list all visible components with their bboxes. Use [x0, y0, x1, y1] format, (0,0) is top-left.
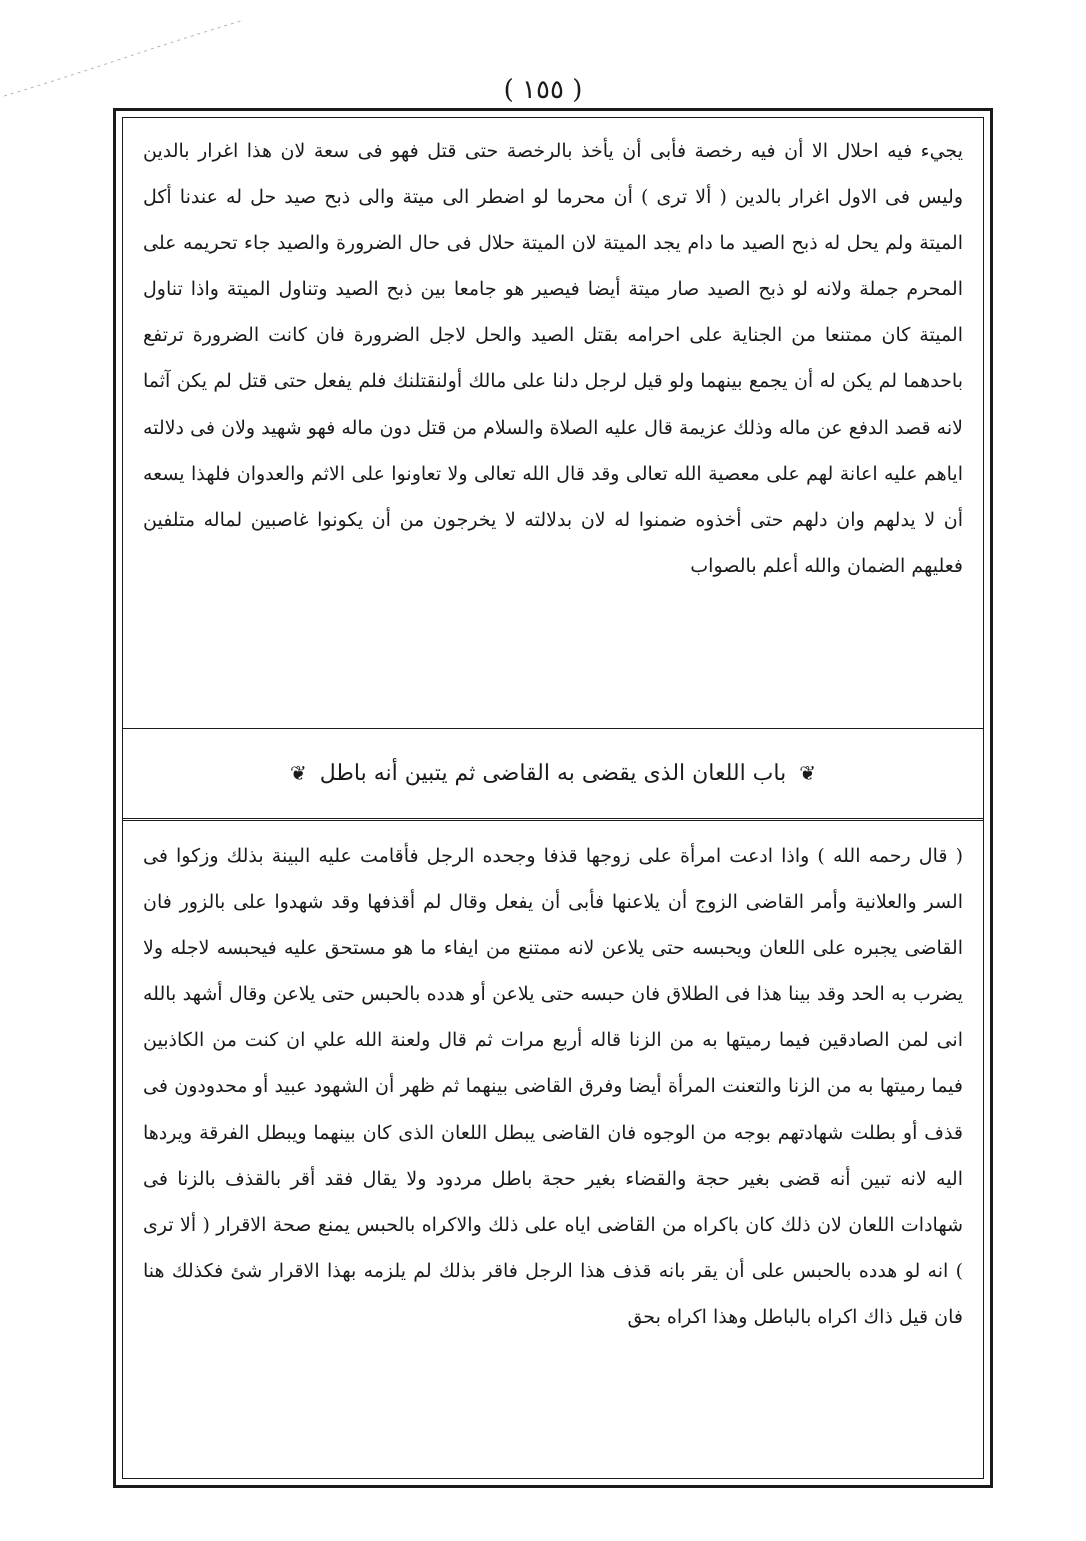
ornament-right-icon: ❦: [799, 761, 816, 785]
bottom-text-section: [143, 833, 963, 1340]
top-text-section: [143, 128, 963, 589]
page-number: ( ١٥٥ ): [503, 75, 583, 105]
bottom-paragraph: ( قال رحمه الله ) واذا ادعت امرأة على زوجها قذفا وجحده الرجل فأقامت عليه البينة بذلك وزكوا فى السر والعلانية وأمر القاضى الزوج أن يلاعنها فأبى أن يفعل وقال لم أقذفها وقد شهدوا على بالزور فان القاضى يجبره على اللعان ويحبسه حتى يلاعن لانه ممتنع من ايفاء ما هو مستحق عليه فيحبسه لاجله ولا يضرب به الحد وقد بينا هذا فى الطلاق فان حبسه حتى يلاعن أو هدده بالحبس حتى يلاعن وقال أشهد بالله انى لمن الصادقين فيما رميتها به من الزنا قاله أربع مرات ثم قال ولعنة الله علي ان كنت من الكاذبين فيما رميتها به من الزنا والتعنت المرأة أيضا وفرق القاضى بينهما ثم ظهر أن الشهود عبيد أو محدودون فى قذف أو بطلت شهادتهم بوجه من الوجوه فان القاضى يبطل اللعان الذى كان بينهما ويبطل الفرقة ويردها اليه لانه تبين أنه قضى بغير حجة والقضاء بغير حجة باطل مردود ولا يقال فقد أقر بالقذف بالزنا فى شهادات اللعان لان ذلك كان باكراه من القاضى اياه على ذلك والاكراه بالحبس يمنع صحة الاقرار ( ألا ترى ) انه لو هدده بالحبس على أن يقر بانه قذف هذا الرجل فاقر بذلك لم يلزمه بهذا الاقرار شئ فكذلك هنا فان قيل ذاك اكراه بالباطل وهذا اكراه بحق: [143, 845, 963, 1328]
chapter-title: باب اللعان الذى يقضى به القاضى ثم يتبين أنه باطل: [319, 761, 787, 786]
top-paragraph: يجيء فيه احلال الا أن فيه رخصة فأبى أن يأخذ بالرخصة حتى قتل فهو فى سعة لان هذا اغرار بالدين وليس فى الاول اغرار بالدين ( ألا ترى ) أن محرما لو اضطر الى ميتة والى ذبح صيد حل له عندنا أكل الميتة ولم يحل له ذبح الصيد ما دام يجد الميتة لان الميتة حلال فى حال الضرورة والصيد جاء تحريمه على المحرم جملة ولانه لو ذبح الصيد صار ميتة أيضا فيصير هو جامعا بين ذبح الصيد وتناول الميتة واذا تناول الميتة كان ممتنعا من الجناية على احرامه بقتل الصيد والحل لاجل الضرورة فان كانت الضرورة ترتفع باحدهما لم يكن له أن يجمع بينهما ولو قيل لرجل دلنا على مالك أولنقتلنك فلم يفعل حتى قتل لم يكن آثما لانه قصد الدفع عن ماله وذلك عزيمة قال عليه الصلاة والسلام من قتل دون ماله فهو شهيد ولان فى دلالته اياهم عليه اعانة لهم على معصية الله تعالى وقد قال الله تعالى ولا تعاونوا على الاثم والعدوان فلهذا يسعه أن لا يدلهم وان دلهم حتى أخذوه ضمنوا له لان بدلالته لا يخرجون من أن يكونوا غاصبين لماله متلفين فعليهم الضمان والله أعلم بالصواب: [143, 140, 963, 577]
section-divider-bottom: [123, 818, 983, 821]
ornament-left-icon: ❦: [290, 761, 307, 785]
chapter-heading: [123, 733, 983, 813]
page-frame: [113, 108, 993, 1488]
page-frame-inner: [122, 117, 984, 1479]
section-divider-top: [123, 728, 983, 729]
